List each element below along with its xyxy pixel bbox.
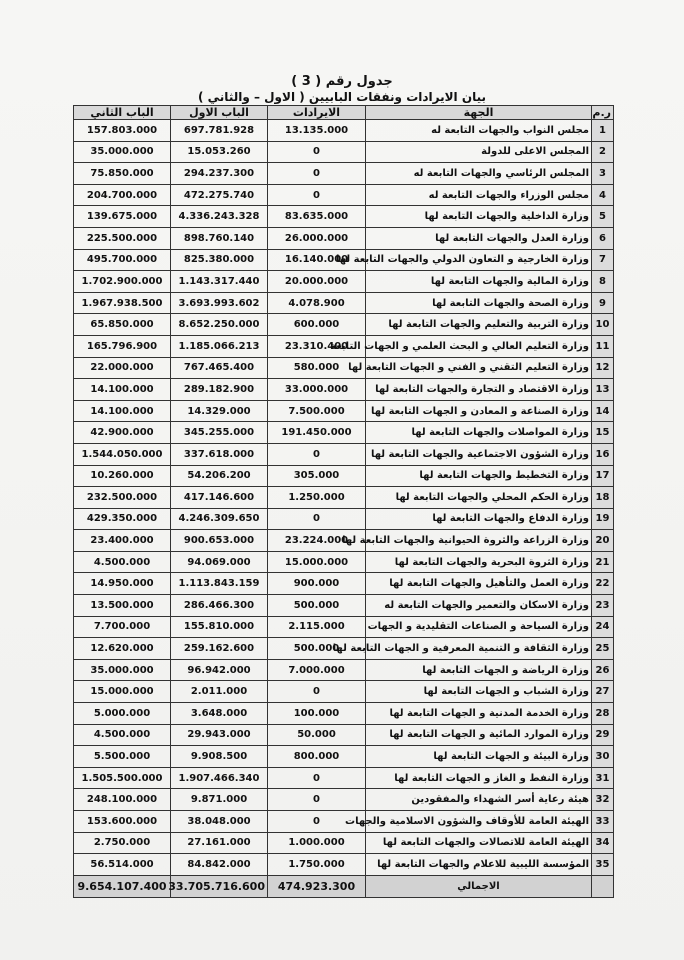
row-entity: وزارة الثقافة و التنمية المعرفية و الجهات التابعة لها [366, 638, 592, 660]
row-entity: وزارة التخطيط والجهات التابعة لها [366, 465, 592, 487]
col-header-chapter2: الباب الثاني [74, 106, 171, 120]
row-number: 22 [592, 573, 614, 595]
table-row [74, 292, 614, 314]
row-chapter2: 12.620.000 [74, 638, 171, 660]
row-chapter2: 1.505.500.000 [74, 767, 171, 789]
row-chapter1: 38.048.000 [171, 811, 268, 833]
row-chapter2: 139.675.000 [74, 206, 171, 228]
table-row [74, 120, 614, 142]
row-chapter1: 825.380.000 [171, 249, 268, 271]
row-chapter1: 155.810.000 [171, 616, 268, 638]
row-entity: هيئة رعاية أسر الشهداء والمفقودين [366, 789, 592, 811]
row-entity: المجلس الاعلى للدولة [366, 141, 592, 163]
row-chapter1: 9.871.000 [171, 789, 268, 811]
row-revenue: 1.000.000 [268, 832, 366, 854]
row-entity: وزارة الاقتصاد و التجارة والجهات التابعة لها [366, 379, 592, 401]
col-header-entity: الجهة [366, 106, 592, 120]
row-revenue: 580.000 [268, 357, 366, 379]
row-number: 35 [592, 854, 614, 876]
row-number: 19 [592, 508, 614, 530]
row-number: 27 [592, 681, 614, 703]
row-chapter2: 35.000.000 [74, 659, 171, 681]
row-revenue: 33.000.000 [268, 379, 366, 401]
row-revenue: 0 [268, 443, 366, 465]
total-row [74, 875, 614, 897]
row-revenue: 7.500.000 [268, 400, 366, 422]
col-header-chapter1: الباب الاول [171, 106, 268, 120]
total-chapter2: 9.654.107.400 [74, 875, 171, 897]
table-row [74, 206, 614, 228]
row-chapter1: 2.011.000 [171, 681, 268, 703]
row-chapter2: 4.500.000 [74, 551, 171, 573]
row-chapter2: 1.702.900.000 [74, 271, 171, 293]
total-label: الاجمالي [366, 875, 592, 897]
table-row [74, 832, 614, 854]
row-chapter2: 75.850.000 [74, 163, 171, 185]
row-number: 7 [592, 249, 614, 271]
row-entity: الهيئة العامة للاتصالات والجهات التابعة لها [366, 832, 592, 854]
row-entity: الهيئة العامة للأوقاف والشؤون الاسلامية والجهات [366, 811, 592, 833]
row-entity: وزارة البيئة و الجهات التابعة لها [366, 746, 592, 768]
table-row [74, 163, 614, 185]
row-revenue: 1.250.000 [268, 487, 366, 509]
row-revenue: 16.140.000 [268, 249, 366, 271]
row-number: 16 [592, 443, 614, 465]
row-chapter2: 15.000.000 [74, 681, 171, 703]
row-revenue: 50.000 [268, 724, 366, 746]
row-chapter1: 345.255.000 [171, 422, 268, 444]
row-revenue: 2.115.000 [268, 616, 366, 638]
row-chapter2: 5.500.000 [74, 746, 171, 768]
row-number: 8 [592, 271, 614, 293]
row-chapter2: 14.950.000 [74, 573, 171, 595]
row-chapter1: 9.908.500 [171, 746, 268, 768]
table-row [74, 335, 614, 357]
table-row [74, 271, 614, 293]
row-chapter2: 204.700.000 [74, 184, 171, 206]
table-row [74, 530, 614, 552]
row-entity: وزارة المواصلات والجهات التابعة لها [366, 422, 592, 444]
row-entity: وزارة الشباب و الجهات التابعة لها [366, 681, 592, 703]
total-chapter1: 33.705.716.600 [171, 875, 268, 897]
row-chapter1: 286.466.300 [171, 595, 268, 617]
row-number: 12 [592, 357, 614, 379]
row-chapter2: 1.967.938.500 [74, 292, 171, 314]
row-chapter2: 14.100.000 [74, 400, 171, 422]
row-chapter1: 84.842.000 [171, 854, 268, 876]
row-revenue: 23.224.000 [268, 530, 366, 552]
table-row [74, 249, 614, 271]
row-chapter2: 429.350.000 [74, 508, 171, 530]
row-revenue: 500.000 [268, 638, 366, 660]
row-number: 13 [592, 379, 614, 401]
row-chapter2: 23.400.000 [74, 530, 171, 552]
row-number: 17 [592, 465, 614, 487]
budget-table [73, 105, 614, 898]
row-chapter1: 4.336.243.328 [171, 206, 268, 228]
row-revenue: 305.000 [268, 465, 366, 487]
row-entity: وزارة التعليم العالي و البحث العلمي و الجهات التابعة [366, 335, 592, 357]
table-row [74, 422, 614, 444]
row-chapter2: 165.796.900 [74, 335, 171, 357]
row-number: 30 [592, 746, 614, 768]
row-number: 21 [592, 551, 614, 573]
table-row [74, 854, 614, 876]
total-revenue: 474.923.300 [268, 875, 366, 897]
row-revenue: 4.078.900 [268, 292, 366, 314]
table-row [74, 400, 614, 422]
row-entity: وزارة الشؤون الاجتماعية والجهات التابعة لها [366, 443, 592, 465]
row-entity: وزارة الدفاع والجهات التابعة لها [366, 508, 592, 530]
row-revenue: 7.000.000 [268, 659, 366, 681]
row-chapter1: 337.618.000 [171, 443, 268, 465]
row-revenue: 20.000.000 [268, 271, 366, 293]
table-row [74, 746, 614, 768]
row-chapter2: 495.700.000 [74, 249, 171, 271]
row-revenue: 13.135.000 [268, 120, 366, 142]
row-entity: وزارة النفط و الغاز و الجهات التابعة لها [366, 767, 592, 789]
row-entity: وزارة الحكم المحلي والجهات التابعة لها [366, 487, 592, 509]
row-chapter2: 10.260.000 [74, 465, 171, 487]
row-chapter1: 4.246.309.650 [171, 508, 268, 530]
row-chapter1: 900.653.000 [171, 530, 268, 552]
table-row [74, 638, 614, 660]
row-chapter1: 3.693.993.602 [171, 292, 268, 314]
row-number: 5 [592, 206, 614, 228]
row-revenue: 100.000 [268, 703, 366, 725]
table-row [74, 551, 614, 573]
table-row [74, 379, 614, 401]
row-entity: وزارة التربية والتعليم والجهات التابعة لها [366, 314, 592, 336]
row-chapter2: 225.500.000 [74, 227, 171, 249]
table-row [74, 789, 614, 811]
table-row [74, 616, 614, 638]
row-entity: وزارة العدل والجهات التابعة لها [366, 227, 592, 249]
row-number: 11 [592, 335, 614, 357]
row-entity: وزارة السياحة و الصناعات التقليدية و الجهات [366, 616, 592, 638]
row-chapter1: 472.275.740 [171, 184, 268, 206]
row-revenue: 0 [268, 141, 366, 163]
row-revenue: 83.635.000 [268, 206, 366, 228]
row-number: 33 [592, 811, 614, 833]
row-revenue: 0 [268, 789, 366, 811]
row-number: 34 [592, 832, 614, 854]
row-entity: وزارة الموارد المائية و الجهات التابعة لها [366, 724, 592, 746]
row-chapter2: 4.500.000 [74, 724, 171, 746]
col-header-rn: ر.م [592, 106, 614, 120]
table-row [74, 487, 614, 509]
table-row [74, 443, 614, 465]
row-number: 1 [592, 120, 614, 142]
table-row [74, 724, 614, 746]
table-row [74, 573, 614, 595]
table-header-row [74, 106, 614, 120]
row-chapter1: 94.069.000 [171, 551, 268, 573]
row-number: 31 [592, 767, 614, 789]
row-chapter1: 8.652.250.000 [171, 314, 268, 336]
table-row [74, 767, 614, 789]
row-number: 26 [592, 659, 614, 681]
row-number: 10 [592, 314, 614, 336]
row-chapter2: 35.000.000 [74, 141, 171, 163]
row-chapter1: 54.206.200 [171, 465, 268, 487]
row-chapter1: 29.943.000 [171, 724, 268, 746]
row-chapter2: 7.700.000 [74, 616, 171, 638]
row-chapter2: 248.100.000 [74, 789, 171, 811]
row-revenue: 1.750.000 [268, 854, 366, 876]
row-number: 25 [592, 638, 614, 660]
table-row [74, 357, 614, 379]
row-number: 9 [592, 292, 614, 314]
row-number: 4 [592, 184, 614, 206]
row-revenue: 500.000 [268, 595, 366, 617]
row-chapter2: 14.100.000 [74, 379, 171, 401]
row-entity: وزارة المالية والجهات التابعة لها [366, 271, 592, 293]
row-revenue: 191.450.000 [268, 422, 366, 444]
row-entity: وزارة الثروة البحرية والجهات التابعة لها [366, 551, 592, 573]
row-revenue: 0 [268, 163, 366, 185]
row-number: 20 [592, 530, 614, 552]
row-entity: المؤسسة الليبية للاعلام والجهات التابعة لها [366, 854, 592, 876]
row-chapter1: 96.942.000 [171, 659, 268, 681]
col-header-revenue: الايرادات [268, 106, 366, 120]
row-chapter2: 232.500.000 [74, 487, 171, 509]
row-revenue: 26.000.000 [268, 227, 366, 249]
row-chapter2: 42.900.000 [74, 422, 171, 444]
row-chapter1: 14.329.000 [171, 400, 268, 422]
row-number: 3 [592, 163, 614, 185]
row-revenue: 600.000 [268, 314, 366, 336]
row-revenue: 23.310.400 [268, 335, 366, 357]
row-revenue: 0 [268, 508, 366, 530]
table-row [74, 595, 614, 617]
row-chapter1: 289.182.900 [171, 379, 268, 401]
row-revenue: 0 [268, 767, 366, 789]
row-number: 14 [592, 400, 614, 422]
row-chapter1: 1.907.466.340 [171, 767, 268, 789]
row-number: 15 [592, 422, 614, 444]
table-row [74, 141, 614, 163]
row-revenue: 900.000 [268, 573, 366, 595]
row-number: 2 [592, 141, 614, 163]
row-entity: وزارة التعليم التقني و الفني و الجهات التابعة لها [366, 357, 592, 379]
row-chapter2: 13.500.000 [74, 595, 171, 617]
row-entity: وزارة الزراعة والثروة الحيوانية والجهات التابعة لها [366, 530, 592, 552]
row-entity: وزارة الخدمة المدنية و الجهات التابعة لها [366, 703, 592, 725]
table-row [74, 811, 614, 833]
row-number: 18 [592, 487, 614, 509]
row-chapter2: 22.000.000 [74, 357, 171, 379]
table-row [74, 659, 614, 681]
row-number: 23 [592, 595, 614, 617]
row-entity: مجلس الوزراء والجهات التابعة له [366, 184, 592, 206]
row-chapter1: 1.113.843.159 [171, 573, 268, 595]
row-chapter1: 27.161.000 [171, 832, 268, 854]
row-chapter2: 5.000.000 [74, 703, 171, 725]
row-number: 29 [592, 724, 614, 746]
row-chapter1: 294.237.300 [171, 163, 268, 185]
row-revenue: 15.000.000 [268, 551, 366, 573]
row-revenue: 0 [268, 184, 366, 206]
row-chapter1: 3.648.000 [171, 703, 268, 725]
table-row [74, 508, 614, 530]
row-number: 24 [592, 616, 614, 638]
row-chapter2: 65.850.000 [74, 314, 171, 336]
row-revenue: 800.000 [268, 746, 366, 768]
row-number: 32 [592, 789, 614, 811]
row-number: 28 [592, 703, 614, 725]
row-revenue: 0 [268, 811, 366, 833]
row-entity: مجلس النواب والجهات التابعة له [366, 120, 592, 142]
row-chapter1: 697.781.928 [171, 120, 268, 142]
row-chapter1: 767.465.400 [171, 357, 268, 379]
row-entity: المجلس الرئاسي والجهات التابعة له [366, 163, 592, 185]
row-chapter2: 1.544.050.000 [74, 443, 171, 465]
row-number: 6 [592, 227, 614, 249]
row-entity: وزارة الصناعة و المعادن و الجهات التابعة لها [366, 400, 592, 422]
row-entity: وزارة الداخلية والجهات التابعة لها [366, 206, 592, 228]
row-chapter2: 157.803.000 [74, 120, 171, 142]
table-row [74, 465, 614, 487]
row-entity: وزارة الرياضة و الجهات التابعة لها [366, 659, 592, 681]
table-row [74, 703, 614, 725]
row-chapter2: 2.750.000 [74, 832, 171, 854]
table-row [74, 227, 614, 249]
row-entity: وزارة الاسكان والتعمير والجهات التابعة له [366, 595, 592, 617]
table-title: جدول رقم ( 3 ) [291, 74, 393, 89]
table-row [74, 314, 614, 336]
row-chapter1: 898.760.140 [171, 227, 268, 249]
total-rn-cell [592, 875, 614, 897]
table-row [74, 681, 614, 703]
row-chapter1: 1.185.066.213 [171, 335, 268, 357]
row-chapter2: 153.600.000 [74, 811, 171, 833]
row-revenue: 0 [268, 681, 366, 703]
row-chapter1: 259.162.600 [171, 638, 268, 660]
row-entity: وزارة العمل والتأهيل والجهات التابعة لها [366, 573, 592, 595]
table-subtitle: بيان الايرادات ونفقات البابيين ( الاول – والثاني ) [198, 90, 486, 104]
row-chapter1: 1.143.317.440 [171, 271, 268, 293]
row-entity: وزارة الصحة والجهات التابعة لها [366, 292, 592, 314]
row-chapter1: 15.053.260 [171, 141, 268, 163]
row-chapter1: 417.146.600 [171, 487, 268, 509]
table-row [74, 184, 614, 206]
row-entity: وزارة الخارجية و التعاون الدولي والجهات التابعة لها [366, 249, 592, 271]
row-chapter2: 56.514.000 [74, 854, 171, 876]
